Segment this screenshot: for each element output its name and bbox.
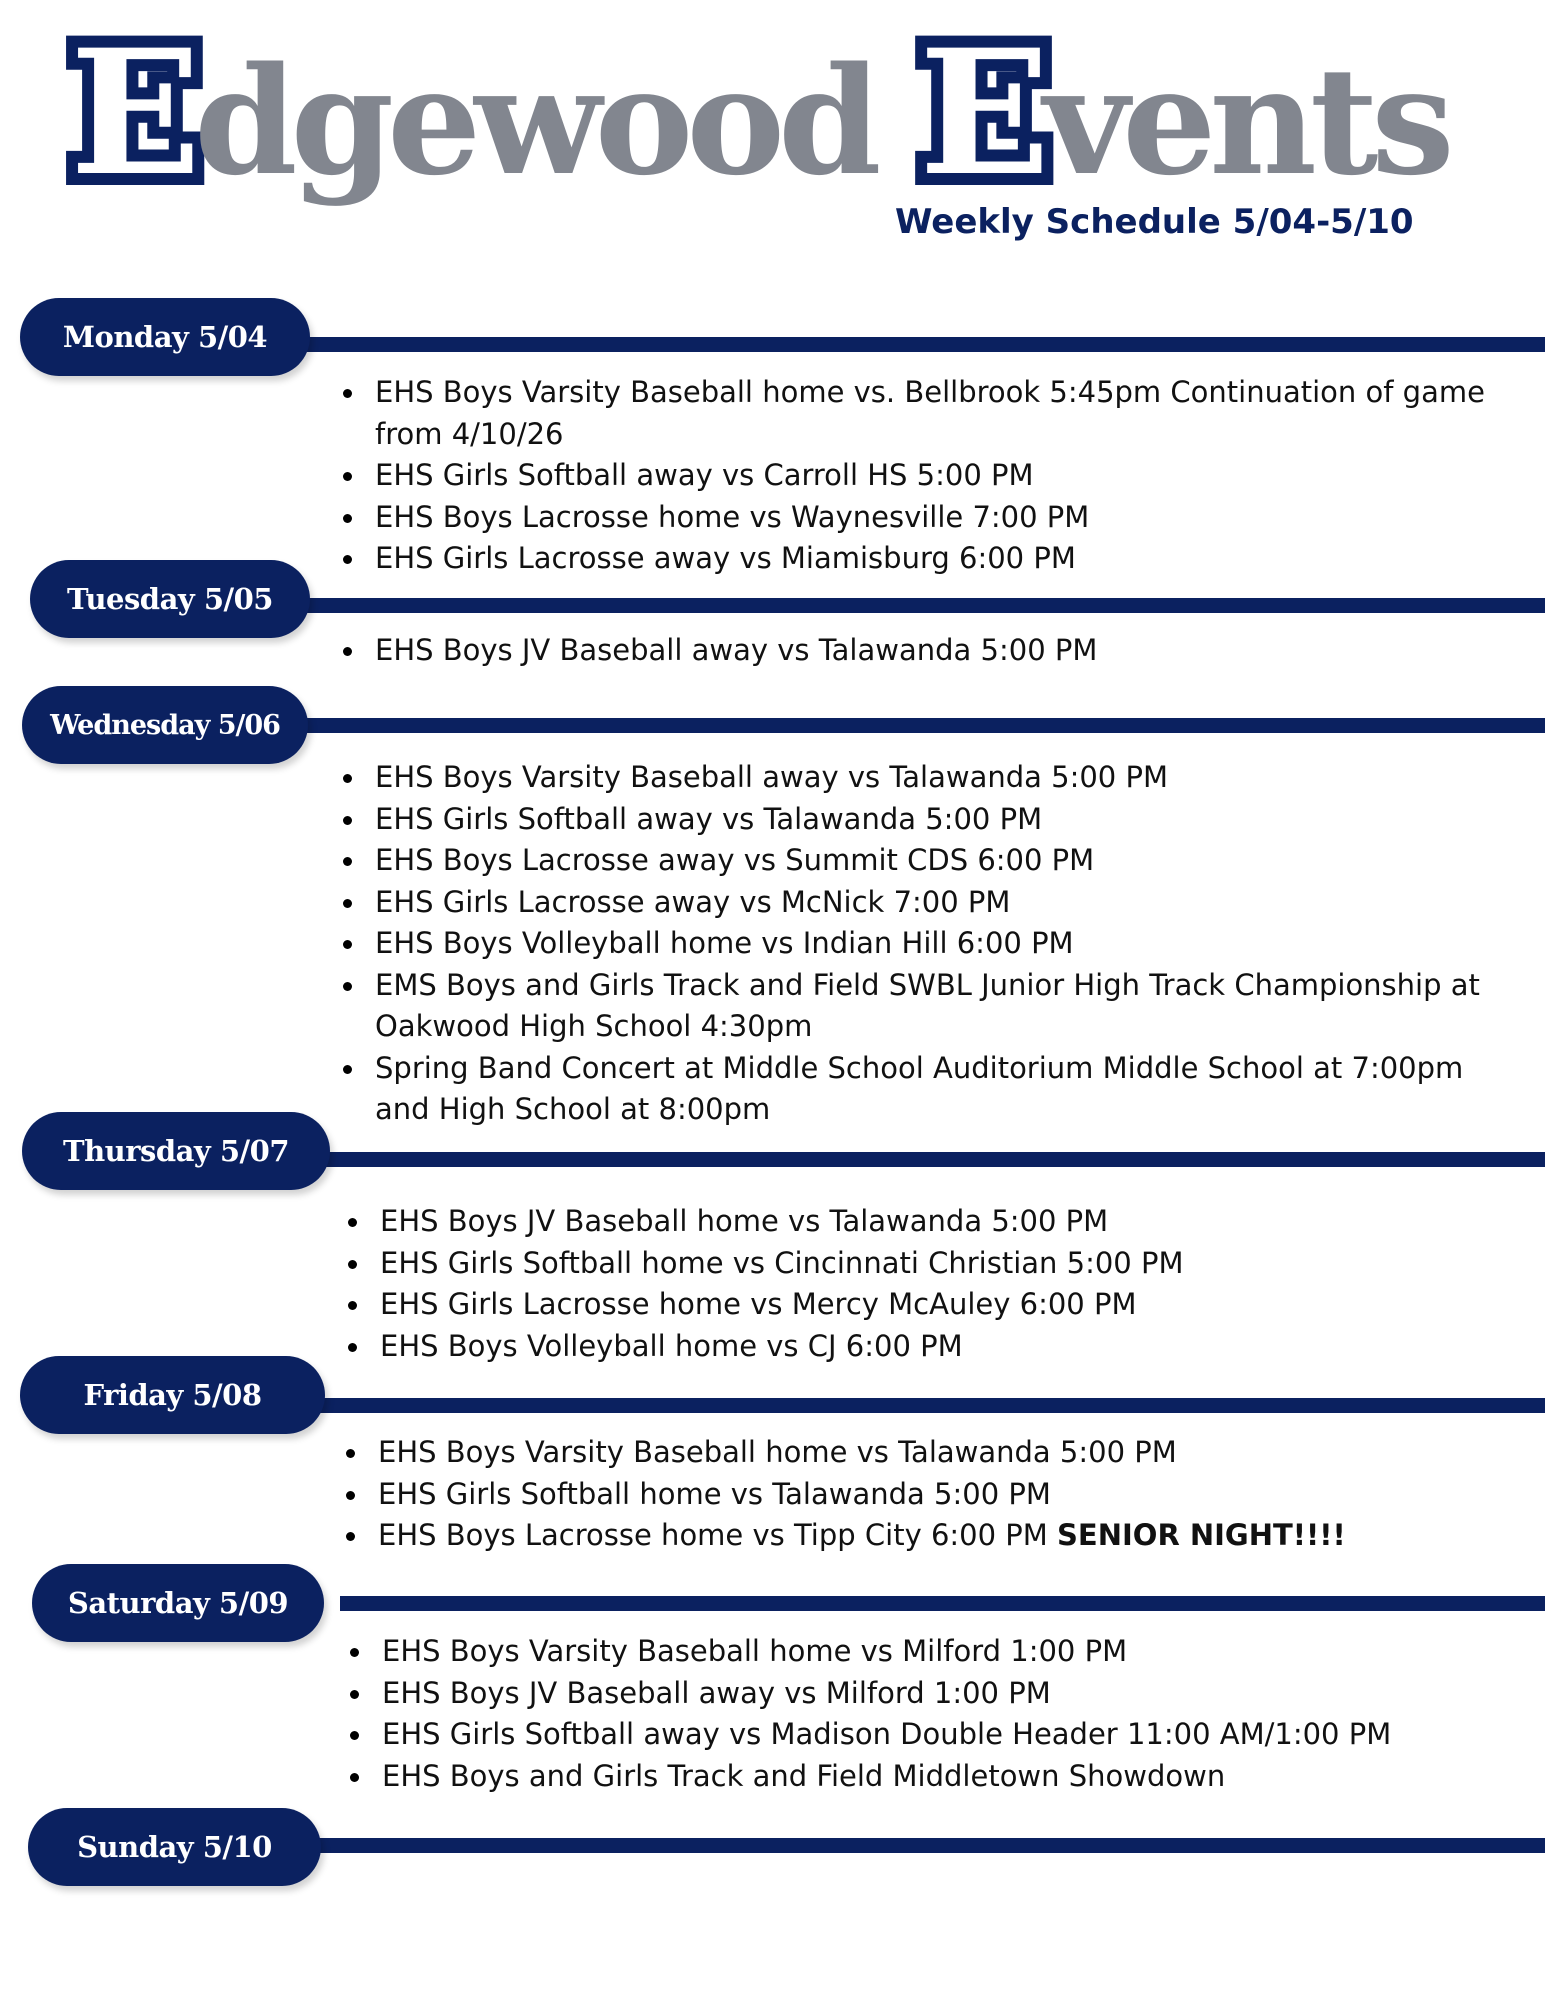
event-list-monday [375,372,1500,580]
event-item: EHS Boys JV Baseball home vs Talawanda 5:00 PM [380,1201,1505,1243]
event-item: EHS Boys JV Baseball away vs Milford 1:00 PM [382,1673,1507,1715]
event-item: EHS Boys Volleyball home vs Indian Hill 6:00 PM [375,923,1515,965]
event-item: EHS Girls Lacrosse away vs Miamisburg 6:00 PM [375,538,1500,580]
senior-night-emphasis: SENIOR NIGHT!!!! [1057,1518,1346,1552]
day-label-sunday: Sunday 5/10 [28,1808,321,1886]
title-part-3: vents [1043,34,1448,208]
day-label-monday: Monday 5/04 [20,298,310,376]
day-divider [320,1152,1545,1167]
day-divider [320,1398,1545,1413]
event-list-thursday [380,1201,1505,1367]
day-divider [300,598,1545,613]
event-item: EHS Girls Lacrosse away vs McNick 7:00 PM [375,882,1515,924]
event-list-tuesday [375,630,1500,672]
event-item: EHS Girls Softball away vs Madison Double Header 11:00 AM/1:00 PM [382,1714,1507,1756]
event-item: EHS Boys Lacrosse away vs Summit CDS 6:00 PM [375,840,1515,882]
event-list-friday [378,1432,1503,1557]
title-part-1: dgewood [194,34,920,208]
event-item: EHS Girls Softball home vs Cincinnati Christian 5:00 PM [380,1243,1505,1285]
event-item: EMS Boys and Girls Track and Field SWBL Junior High Track Championship at Oakwood High School 4:30pm [375,965,1515,1048]
day-label-friday: Friday 5/08 [20,1356,325,1434]
event-item: EHS Girls Softball home vs Talawanda 5:00 PM [378,1474,1503,1516]
event-item: EHS Boys Volleyball home vs CJ 6:00 PM [380,1326,1505,1368]
title-part-2: E [919,11,1044,214]
event-item [378,1515,1503,1557]
schedule-subtitle: Weekly Schedule 5/04-5/10 [895,202,1414,242]
day-divider [300,337,1545,352]
event-item: EHS Girls Lacrosse home vs Mercy McAuley 6:00 PM [380,1284,1505,1326]
event-item: EHS Boys Varsity Baseball home vs. Bellbrook 5:45pm Continuation of game from 4/10/26 [375,372,1500,455]
day-label-thursday: Thursday 5/07 [22,1112,330,1190]
event-item: EHS Boys Varsity Baseball away vs Talawanda 5:00 PM [375,757,1515,799]
day-divider [340,1596,1545,1611]
day-label-saturday: Saturday 5/09 [32,1564,324,1642]
event-item: EHS Boys Varsity Baseball home vs Milford 1:00 PM [382,1631,1507,1673]
event-list-saturday [382,1631,1507,1797]
event-item: EHS Boys Varsity Baseball home vs Talawanda 5:00 PM [378,1432,1503,1474]
event-item: EHS Girls Softball away vs Talawanda 5:00 PM [375,799,1515,841]
day-divider [300,718,1545,733]
day-label-wednesday: Wednesday 5/06 [22,686,308,764]
event-item: EHS Boys Lacrosse home vs Waynesville 7:00 PM [375,497,1500,539]
event-item: EHS Girls Softball away vs Carroll HS 5:00 PM [375,455,1500,497]
day-divider [310,1838,1545,1853]
day-label-tuesday: Tuesday 5/05 [30,560,310,638]
event-list-wednesday [375,757,1515,1131]
event-item: EHS Boys and Girls Track and Field Middletown Showdown [382,1756,1507,1798]
event-item: EHS Boys JV Baseball away vs Talawanda 5:00 PM [375,630,1500,672]
event-text: EHS Boys Lacrosse home vs Tipp City 6:00 PM [378,1518,1058,1552]
event-item: Spring Band Concert at Middle School Auditorium Middle School at 7:00pm and High School at 8:00pm [375,1048,1515,1131]
title-part-0: E [70,11,195,214]
